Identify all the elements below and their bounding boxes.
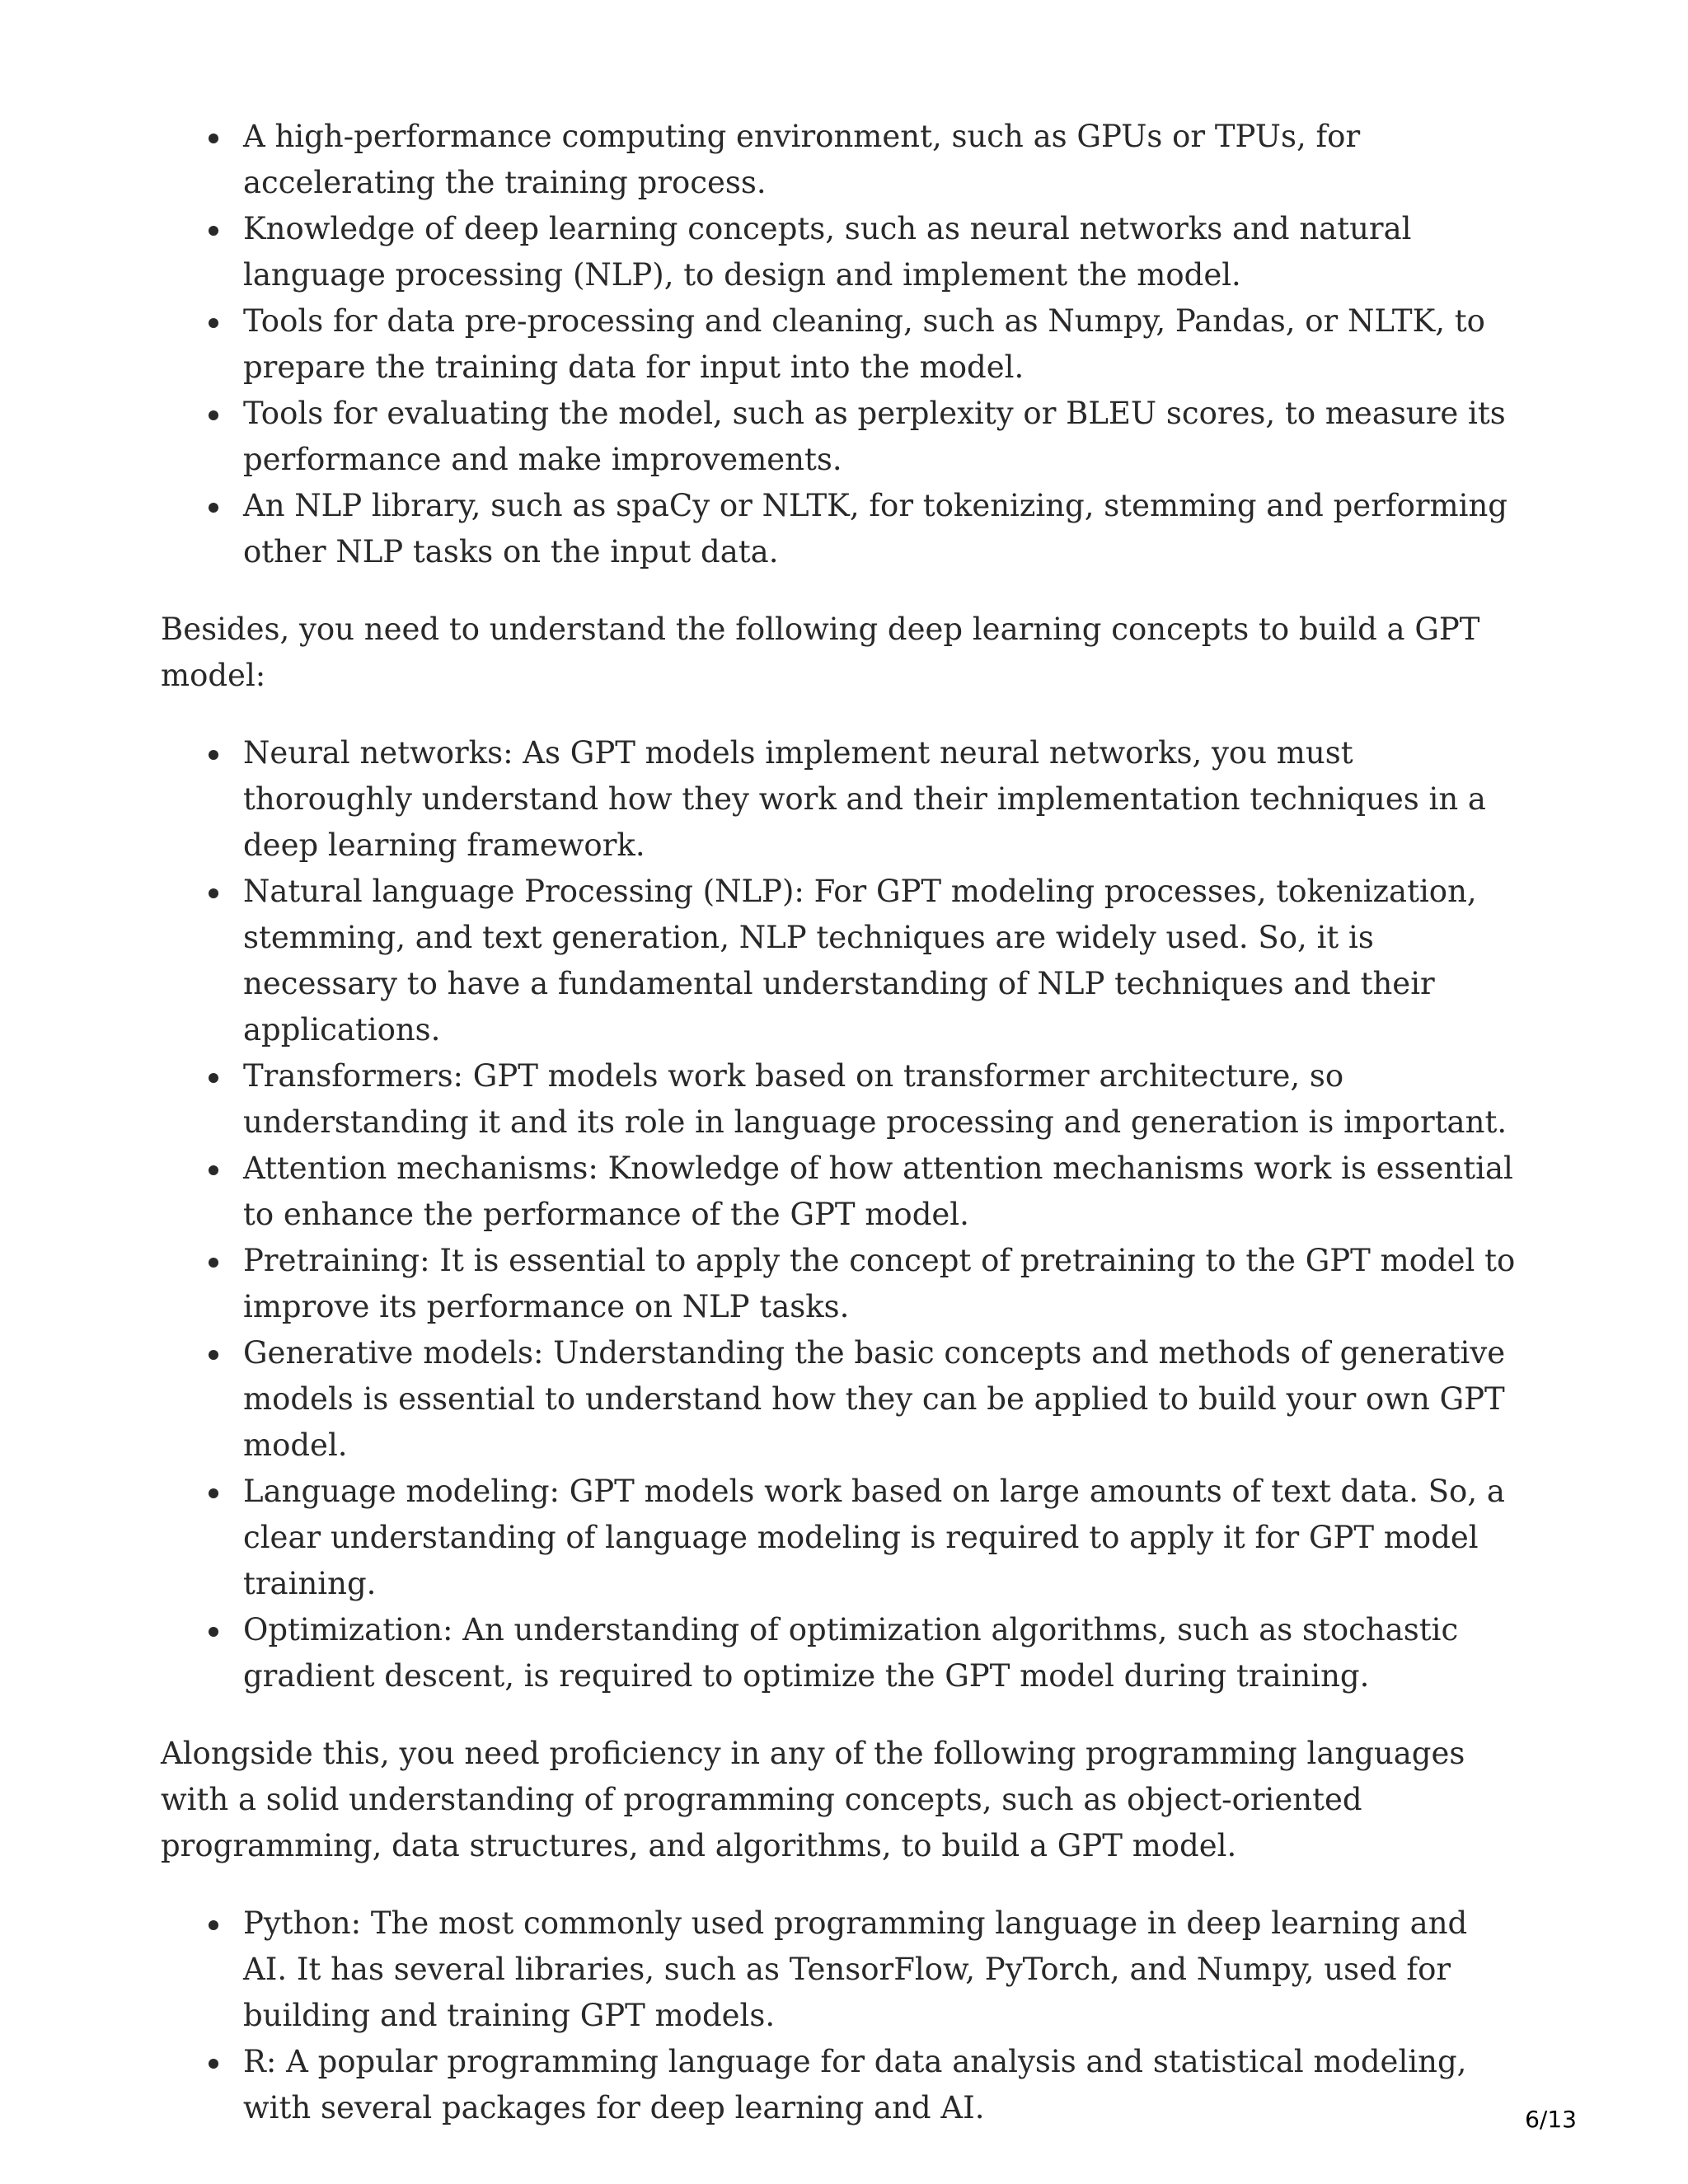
list-item: Optimization: An understanding of optimization algorithms, such as stochastic gradient descent, is required to optimize the GPT model during training. bbox=[161, 1607, 1521, 1699]
list-item: Neural networks: As GPT models implement neural networks, you must thoroughly understand how they work and their implementation techniques in a deep learning framework. bbox=[161, 730, 1521, 869]
list-item: Transformers: GPT models work based on transformer architecture, so understanding it and its role in language processing and generation is important. bbox=[161, 1053, 1521, 1146]
concepts-list bbox=[161, 730, 1521, 1699]
list-item: Generative models: Understanding the basic concepts and methods of generative models is essential to understand how they can be applied to build your own GPT model. bbox=[161, 1330, 1521, 1469]
page-number: 6/13 bbox=[1525, 2106, 1577, 2133]
list-item: Python: The most commonly used programming language in deep learning and AI. It has several libraries, such as TensorFlow, PyTorch, and Numpy, used for building and training GPT models. bbox=[161, 1900, 1521, 2039]
list-item: Knowledge of deep learning concepts, such as neural networks and natural language processing (NLP), to design and implement the model. bbox=[161, 206, 1521, 298]
list-item: A high-performance computing environment, such as GPUs or TPUs, for accelerating the training process. bbox=[161, 114, 1521, 206]
list-item: Natural language Processing (NLP): For GPT modeling processes, tokenization, stemming, and text generation, NLP techniques are widely used. So, it is necessary to have a fundamental understanding of NLP techniques and their applications. bbox=[161, 869, 1521, 1053]
list-item: Pretraining: It is essential to apply the concept of pretraining to the GPT model to improve its performance on NLP tasks. bbox=[161, 1238, 1521, 1330]
list-item: Tools for evaluating the model, such as perplexity or BLEU scores, to measure its performance and make improvements. bbox=[161, 391, 1521, 483]
languages-intro-paragraph: Alongside this, you need proficiency in any of the following programming languages with a solid understanding of programming concepts, such as object-oriented programming, data structures, and algorithms, to build a GPT model. bbox=[161, 1736, 1465, 1863]
requirements-list bbox=[161, 114, 1521, 575]
list-item: R: A popular programming language for data analysis and statistical modeling, with several packages for deep learning and AI. bbox=[161, 2039, 1521, 2131]
list-item: Attention mechanisms: Knowledge of how attention mechanisms work is essential to enhance the performance of the GPT model. bbox=[161, 1146, 1521, 1238]
list-item: An NLP library, such as spaCy or NLTK, for tokenizing, stemming and performing other NLP tasks on the input data. bbox=[161, 483, 1521, 575]
document-body bbox=[161, 114, 1521, 2131]
list-item: Language modeling: GPT models work based on large amounts of text data. So, a clear understanding of language modeling is required to apply it for GPT model training. bbox=[161, 1469, 1521, 1607]
concepts-intro-paragraph: Besides, you need to understand the following deep learning concepts to build a GPT model: bbox=[161, 612, 1480, 693]
list-item: Tools for data pre-processing and cleaning, such as Numpy, Pandas, or NLTK, to prepare the training data for input into the model. bbox=[161, 298, 1521, 391]
languages-list bbox=[161, 1900, 1521, 2131]
